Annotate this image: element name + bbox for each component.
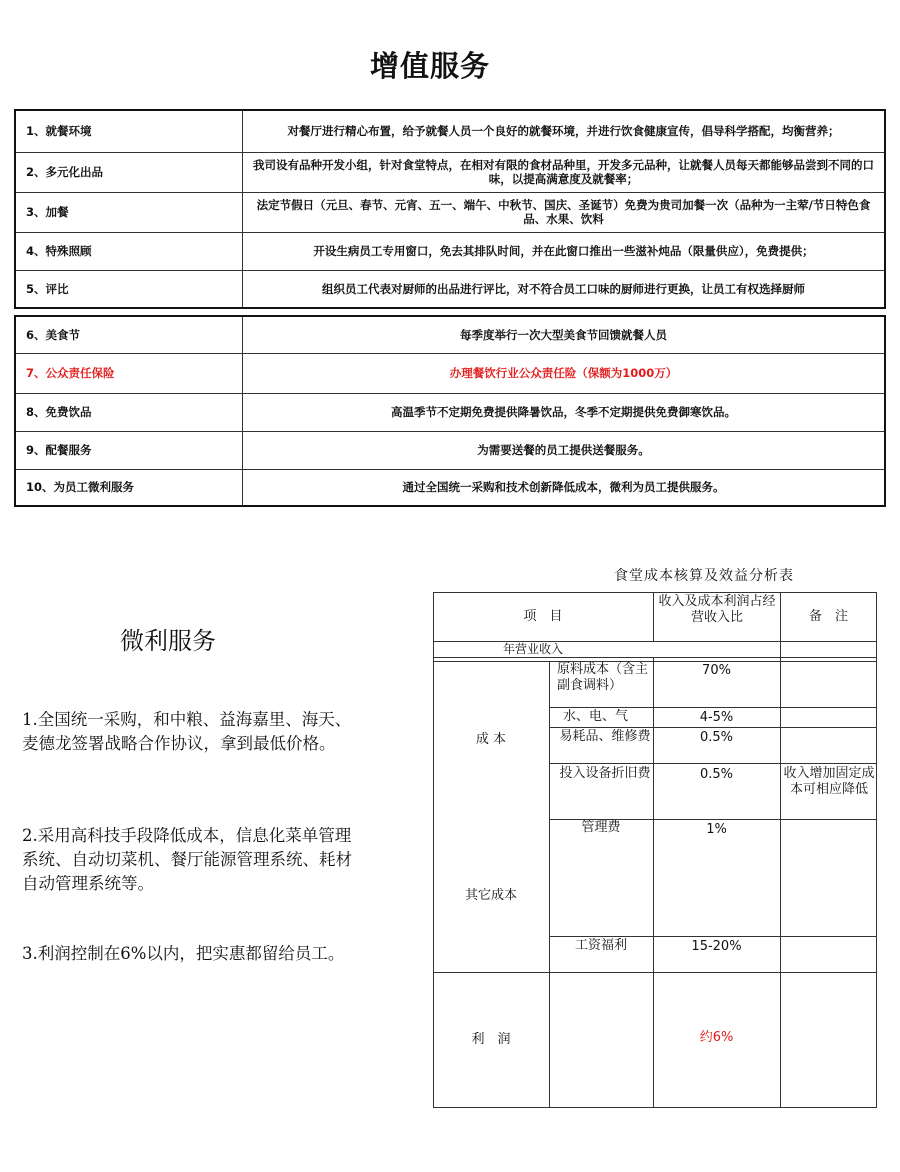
service-name: 7、公众责任保险 <box>15 353 243 393</box>
service-name: 9、配餐服务 <box>15 431 243 469</box>
service-name: 3、加餐 <box>15 192 243 232</box>
row-ratio: 4-5% <box>699 710 734 725</box>
row-note: 收入增加固定成本可相应降低 <box>783 766 875 797</box>
services-table-2 <box>14 315 886 507</box>
row-item: 水、电、气 <box>563 709 629 724</box>
service-desc: 高温季节不定期免费提供降暑饮品，冬季不定期提供免费御寒饮品。 <box>243 393 886 431</box>
profit-label: 利 润 <box>471 1032 511 1047</box>
welfare-item: 1.全国统一采购，和中粮、益海嘉里、海天、麦德龙签署战略合作协议，拿到最低价格。 <box>22 710 352 753</box>
cost-label: 成 本 <box>475 732 507 747</box>
welfare-item: 2.采用高科技手段降低成本，信息化菜单管理系统、自动切菜机、餐厅能源管理系统、耗材自动管理系统等。 <box>22 826 352 893</box>
row-item: 原料成本（含主副食调料） <box>557 662 649 693</box>
service-row <box>15 232 885 270</box>
service-name: 10、为员工微利服务 <box>15 469 243 506</box>
service-desc: 我司设有品种开发小组，针对食堂特点，在相对有限的食材品种里，开发多元品种，让就餐人员每天都能够品尝到不同的口味，以提高满意度及就餐率； <box>243 152 886 192</box>
service-name: 5、评比 <box>15 270 243 308</box>
service-row <box>15 270 885 308</box>
welfare-item: 3.利润控制在6%以内，把实惠都留给员工。 <box>22 944 345 963</box>
service-desc: 通过全国统一采购和技术创新降低成本，微利为员工提供服务。 <box>243 469 886 506</box>
service-row <box>15 353 885 393</box>
row-item: 易耗品、维修费 <box>559 729 651 744</box>
header-item: 项 目 <box>523 609 563 624</box>
cost-table <box>433 592 877 1108</box>
other-cost-label: 其它成本 <box>464 888 517 903</box>
page-title: 增值服务 <box>369 49 490 83</box>
row-ratio: 0.5% <box>699 767 734 782</box>
service-row <box>15 316 885 353</box>
revenue-label: 年营业收入 <box>503 642 564 656</box>
service-desc: 组织员工代表对厨师的出品进行评比，对不符合员工口味的厨师进行更换，让员工有权选择厨师 <box>243 270 886 308</box>
service-row <box>15 152 885 192</box>
services-table-1 <box>14 109 886 309</box>
service-name: 4、特殊照顾 <box>15 232 243 270</box>
row-item: 管理费 <box>581 820 621 835</box>
service-row <box>15 192 885 232</box>
service-row <box>15 393 885 431</box>
service-desc: 法定节假日（元旦、春节、元宵、五一、端午、中秋节、国庆、圣诞节）免费为贵司加餐一次（品种为一主荤/节日特色食品、水果、饮料 <box>243 192 886 232</box>
service-desc: 开设生病员工专用窗口，免去其排队时间，并在此窗口推出一些滋补炖品（限量供应），免费提供； <box>243 232 886 270</box>
service-row <box>15 431 885 469</box>
service-desc: 每季度举行一次大型美食节回馈就餐人员 <box>243 316 886 353</box>
service-desc: 为需要送餐的员工提供送餐服务。 <box>243 431 886 469</box>
row-item: 投入设备折旧费 <box>559 766 651 781</box>
service-row <box>15 469 885 506</box>
row-ratio: 1% <box>706 822 727 837</box>
row-ratio: 70% <box>702 663 731 678</box>
welfare-title: 微利服务 <box>120 627 216 655</box>
row-item: 工资福利 <box>574 938 627 953</box>
service-row <box>15 110 885 152</box>
service-name: 1、就餐环境 <box>15 110 243 152</box>
service-name: 2、多元化出品 <box>15 152 243 192</box>
service-name: 8、免费饮品 <box>15 393 243 431</box>
service-desc: 办理餐饮行业公众责任险（保额为1000万） <box>243 353 886 393</box>
profit-ratio: 约6% <box>699 1030 734 1045</box>
header-note: 备 注 <box>808 609 848 624</box>
header-ratio: 收入及成本利润占经营收入比 <box>658 594 776 625</box>
service-desc: 对餐厅进行精心布置，给予就餐人员一个良好的就餐环境，并进行饮食健康宣传，倡导科学搭配，均衡营养； <box>243 110 886 152</box>
cost-table-title: 食堂成本核算及效益分析表 <box>614 568 794 584</box>
row-ratio: 0.5% <box>699 730 734 745</box>
row-ratio: 15-20% <box>691 939 742 954</box>
service-name: 6、美食节 <box>15 316 243 353</box>
